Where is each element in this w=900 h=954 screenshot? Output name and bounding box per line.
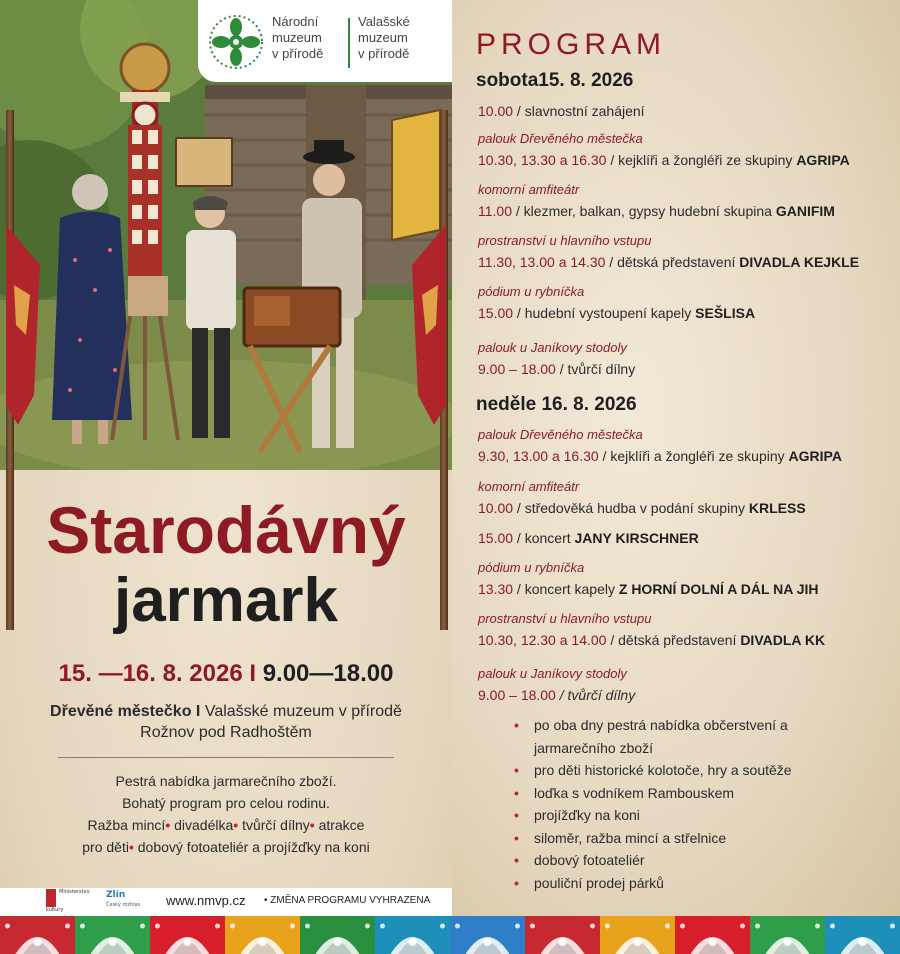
list-item: • po oba dny pestrá nabídka občerstvení a jarmarečního zboží bbox=[514, 714, 844, 759]
event-sun-5 bbox=[478, 687, 635, 703]
divider-line bbox=[58, 757, 394, 758]
logo-org-national bbox=[272, 14, 342, 62]
website-link[interactable]: www.nmvp.cz bbox=[166, 893, 246, 908]
day-name: sobota bbox=[476, 70, 539, 91]
ornament-tile bbox=[225, 916, 300, 954]
event-performer: JANY KIRSCHNER bbox=[574, 530, 699, 546]
event-text: / dětská představení bbox=[605, 254, 740, 270]
event-sat-0 bbox=[478, 103, 645, 119]
event-location: palouk Dřevěného městečka bbox=[478, 131, 643, 146]
logo-org2-line: v přírodě bbox=[358, 46, 410, 61]
event-time: 10.30, 13.30 a 16.30 bbox=[478, 152, 607, 168]
logo-org-wallachian bbox=[358, 14, 438, 62]
event-time: 13.30 bbox=[478, 581, 514, 597]
folk-motif-icon bbox=[300, 916, 375, 954]
logo-org1-line: muzeum bbox=[272, 30, 322, 45]
event-performer: AGRIPA bbox=[796, 152, 850, 168]
day-date: 15. 8. 2026 bbox=[538, 70, 634, 91]
event-performer: KRLESS bbox=[748, 500, 806, 516]
desc-part: divadélka bbox=[174, 817, 234, 833]
event-time: 9.00 – 18.00 bbox=[478, 687, 556, 703]
event-performer: Z HORNÍ DOLNÍ A DÁL NA JIH bbox=[618, 581, 819, 597]
place-museum: Valašské muzeum v přírodě bbox=[204, 703, 402, 720]
event-text: / koncert kapely bbox=[513, 581, 619, 597]
event-location: prostranství u hlavního vstupu bbox=[478, 233, 652, 248]
ornament-tile bbox=[0, 916, 75, 954]
desc-part: dobový fotoateliér a projížďky na koni bbox=[137, 839, 370, 855]
event-location: pódium u rybníčka bbox=[478, 560, 585, 575]
ornament-tile bbox=[525, 916, 600, 954]
event-place bbox=[0, 701, 452, 743]
event-time: 15.00 bbox=[478, 305, 514, 321]
folk-motif-icon bbox=[600, 916, 675, 954]
program-change-notice bbox=[264, 895, 430, 906]
logo-org1-line: v přírodě bbox=[272, 46, 324, 61]
event-sat-5 bbox=[478, 361, 635, 377]
desc-line: Bohatý program pro celou rodinu. bbox=[122, 795, 330, 811]
day-heading-sunday bbox=[476, 394, 637, 416]
event-text: / dětská představení bbox=[606, 632, 741, 648]
logo-org2-line: muzeum bbox=[358, 30, 408, 45]
event-description bbox=[0, 770, 452, 858]
date-separator: I bbox=[249, 660, 257, 687]
folk-motif-icon bbox=[675, 916, 750, 954]
folk-motif-icon bbox=[0, 916, 75, 954]
event-time: 11.00 bbox=[478, 203, 512, 219]
event-time: 9.30, 13.00 a 16.30 bbox=[478, 448, 599, 464]
ornament-tile bbox=[75, 916, 150, 954]
zlin-label: Zlín bbox=[106, 890, 126, 900]
red-flag-left bbox=[0, 225, 40, 425]
event-time: 15.00 bbox=[478, 530, 514, 546]
event-location: komorní amfiteátr bbox=[478, 182, 580, 197]
event-sun-2 bbox=[478, 530, 699, 546]
ornament-tile bbox=[300, 916, 375, 954]
folk-ornament-band bbox=[0, 916, 900, 954]
red-dot-icon: • bbox=[128, 839, 134, 855]
place-name: Dřevěné městečko bbox=[50, 703, 192, 720]
event-performer: AGRIPA bbox=[788, 448, 842, 464]
ornament-tile bbox=[450, 916, 525, 954]
folk-motif-icon bbox=[825, 916, 900, 954]
event-performer: GANIFIM bbox=[775, 203, 835, 219]
flower-ornament-icon bbox=[208, 14, 264, 70]
poster-title-line1: Starodávný bbox=[46, 493, 406, 567]
event-location: pódium u rybníčka bbox=[478, 284, 585, 299]
folk-motif-icon bbox=[750, 916, 825, 954]
event-sun-0 bbox=[478, 448, 842, 464]
list-item: • pro děti historické kolotoče, hry a soutěže bbox=[514, 759, 844, 782]
folk-motif-icon bbox=[525, 916, 600, 954]
event-time: 11.30, 13.00 a 14.30 bbox=[478, 254, 606, 270]
event-location: palouk u Janíkovy stodoly bbox=[478, 666, 627, 681]
place-separator: I bbox=[195, 703, 201, 720]
ornament-tile bbox=[600, 916, 675, 954]
event-text: / koncert bbox=[513, 530, 575, 546]
folk-motif-icon bbox=[225, 916, 300, 954]
event-sun-1 bbox=[478, 500, 806, 516]
event-performer: DIVADLA KK bbox=[740, 632, 826, 648]
logo-org2-line: Valašské bbox=[358, 14, 410, 29]
event-text: / klezmer, balkan, gypsy hudební skupina bbox=[512, 203, 776, 219]
ornament-tile bbox=[750, 916, 825, 954]
day-name: neděle bbox=[476, 394, 537, 415]
event-location: palouk u Janíkovy stodoly bbox=[478, 340, 627, 355]
logo-divider bbox=[348, 18, 350, 68]
event-sun-4 bbox=[478, 632, 825, 648]
museum-logo[interactable] bbox=[198, 0, 452, 82]
logo-org1-line: Národní bbox=[272, 14, 319, 29]
desc-part: atrakce bbox=[318, 817, 365, 833]
desc-line: Pestrá nabídka jarmarečního zboží. bbox=[115, 773, 337, 789]
desc-line bbox=[0, 836, 452, 858]
extras-list bbox=[514, 714, 844, 894]
event-performer: SEŠLISA bbox=[695, 305, 756, 321]
ornament-tile bbox=[825, 916, 900, 954]
event-time: 10.30, 12.30 a 14.00 bbox=[478, 632, 607, 648]
event-sun-3 bbox=[478, 581, 819, 597]
list-item: • pouliční prodej párků bbox=[514, 872, 844, 895]
event-text: / středověká hudba v podání skupiny bbox=[513, 500, 749, 516]
ministry-logo[interactable] bbox=[46, 889, 94, 913]
red-dot-icon: • bbox=[233, 817, 239, 833]
red-dot-icon: • bbox=[309, 817, 315, 833]
folk-motif-icon bbox=[75, 916, 150, 954]
list-item: • siloměr, ražba mincí a střelnice bbox=[514, 827, 844, 850]
event-sat-4 bbox=[478, 305, 755, 321]
red-flag-right bbox=[412, 225, 452, 425]
event-sat-3 bbox=[478, 254, 859, 270]
list-item: • dobový fotoateliér bbox=[514, 849, 844, 872]
red-dot-icon: • bbox=[165, 817, 171, 833]
ministry-flag-icon bbox=[46, 889, 56, 907]
zlin-logo[interactable] bbox=[106, 890, 140, 910]
desc-part: Ražba mincí bbox=[87, 817, 166, 833]
footer-notice: ZMĚNA PROGRAMU VYHRAZENA bbox=[270, 895, 431, 906]
event-text: / tvůrčí dílny bbox=[555, 361, 636, 377]
event-sat-2 bbox=[478, 203, 835, 219]
event-text: / hudební vystoupení kapely bbox=[513, 305, 696, 321]
folk-motif-icon bbox=[375, 916, 450, 954]
event-time: 10.00 bbox=[478, 500, 514, 516]
folk-motif-icon bbox=[450, 916, 525, 954]
zlin-sublabel: Český rozhlas bbox=[106, 902, 141, 908]
event-dates bbox=[0, 660, 452, 688]
ornament-tile bbox=[150, 916, 225, 954]
place-town: Rožnov pod Radhoštěm bbox=[140, 724, 312, 741]
event-location: palouk Dřevěného městečka bbox=[478, 427, 643, 442]
event-text: / kejklíři a žongléři ze skupiny bbox=[606, 152, 797, 168]
day-heading-saturday bbox=[476, 70, 633, 92]
event-location: prostranství u hlavního vstupu bbox=[478, 611, 652, 626]
day-date: 16. 8. 2026 bbox=[541, 394, 637, 415]
ministry-label: Ministerstvo kultury bbox=[46, 889, 90, 913]
footer-bullet: • bbox=[264, 895, 268, 906]
poster-title-line2: jarmark bbox=[113, 566, 339, 635]
event-performer: DIVADLA KEJKLE bbox=[739, 254, 860, 270]
desc-line bbox=[0, 814, 452, 836]
desc-part: tvůrčí dílny bbox=[242, 817, 310, 833]
desc-part: pro děti bbox=[82, 839, 129, 855]
event-text: / tvůrčí dílny bbox=[555, 687, 636, 703]
event-time: 10.00 bbox=[478, 103, 514, 119]
ornament-tile bbox=[675, 916, 750, 954]
event-text: / kejklíři a žongléři ze skupiny bbox=[598, 448, 789, 464]
ornament-tile bbox=[375, 916, 450, 954]
list-item: • loďka s vodníkem Rambouskem bbox=[514, 782, 844, 805]
event-time: 9.00 – 18.00 bbox=[478, 361, 556, 377]
date-range: 15. —16. 8. 2026 bbox=[58, 660, 243, 687]
event-text: / slavnostní zahájení bbox=[513, 103, 645, 119]
event-location: komorní amfiteátr bbox=[478, 479, 580, 494]
time-range: 9.00—18.00 bbox=[262, 660, 394, 687]
event-sat-1 bbox=[478, 152, 850, 168]
list-item: • projížďky na koni bbox=[514, 804, 844, 827]
program-heading: PROGRAM bbox=[476, 28, 667, 61]
folk-motif-icon bbox=[150, 916, 225, 954]
